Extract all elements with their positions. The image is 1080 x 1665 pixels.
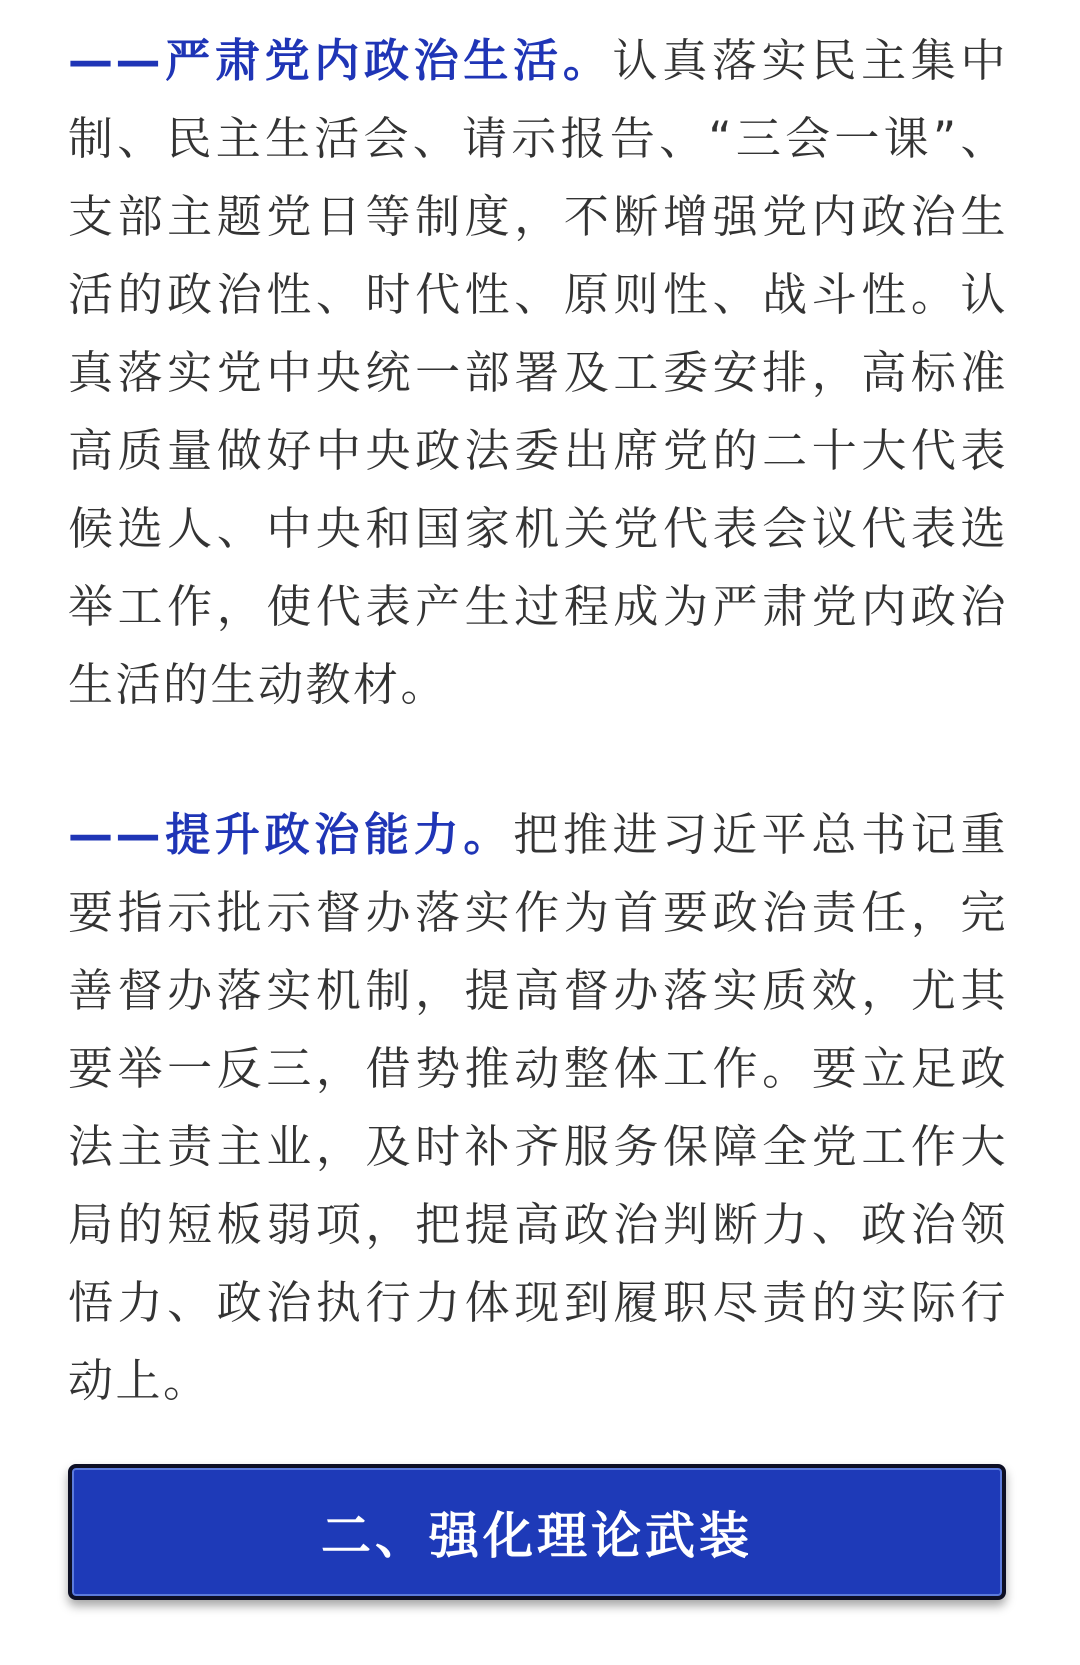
paragraph-body-political-life: 认真落实民主集中制、民主生活会、请示报告、“三会一课”、支部主题党日等制度，不断增强党内政治生活的政治性、时代性、原则性、战斗性。认真落实党中央统一部署及工委安排，高标准高质量做好中央政法委出席党的二十大代表候选人、中央和国家机关党代表会议代表选举工作，使代表产生过程成为严肃党内政治生活的生动教材。 (68, 34, 1008, 711)
paragraph-political-ability (68, 796, 1008, 1420)
section-heading-label: 二、强化理论武装 (321, 1507, 753, 1565)
section-heading-banner (68, 1464, 1006, 1600)
paragraph-lead-political-ability: ——提升政治能力。 (68, 808, 514, 861)
paragraph-political-life (68, 22, 1008, 724)
paragraph-lead-political-life: ——严肃党内政治生活。 (68, 34, 613, 87)
paragraph-body-political-ability: 把推进习近平总书记重要指示批示督办落实作为首要政治责任，完善督办落实机制，提高督办落实质效，尤其要举一反三，借势推动整体工作。要立足政法主责主业，及时补齐服务保障全党工作大局的短板弱项，把提高政治判断力、政治领悟力、政治执行力体现到履职尽责的实际行动上。 (68, 808, 1008, 1407)
